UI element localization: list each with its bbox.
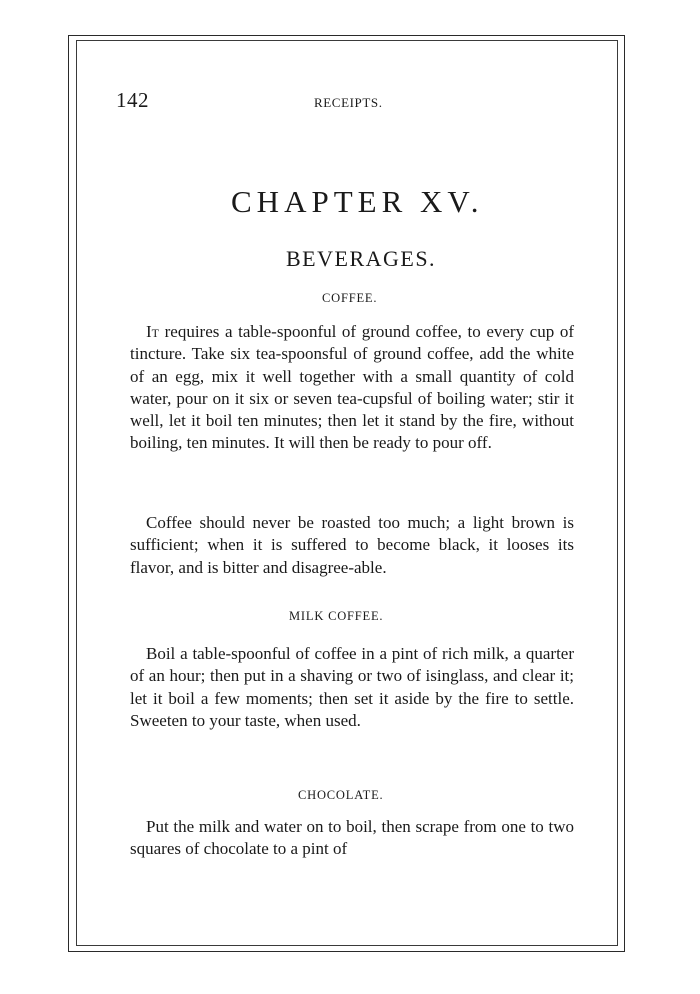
running-title: RECEIPTS. xyxy=(314,95,383,110)
coffee-paragraph-1-lead: It xyxy=(146,322,159,341)
milk-coffee-heading: MILK COFFEE. xyxy=(289,609,384,623)
coffee-paragraph-1-body: requires a table-spoonful of ground coffee, to every cup of tincture. Take six tea-spoonsful of ground coffee, add the white of an egg, mix it well together with a small quantity of cold water, pour on it six or seven tea-cupsful of boiling water; stir it well, let it boil ten minutes; then let it stand by the fire, without boiling, ten minutes. It will then be ready to pour off. xyxy=(130,322,574,453)
book-page xyxy=(116,78,576,859)
coffee-paragraph-2: Coffee should never be roasted too much; a light brown is sufficient; when it is suffered to become black, it looses its flavor, and is bitter and disagree-able. xyxy=(130,513,574,577)
page-border-inner xyxy=(76,40,618,946)
section-title: BEVERAGES. xyxy=(286,246,437,271)
coffee-paragraph-1 xyxy=(130,321,574,455)
milk-coffee-paragraph: Boil a table-spoonful of coffee in a pint of rich milk, a quarter of an hour; then put in a shaving or two of isinglass, and clear it; let it boil a few moments; then set it aside by the fire to settle. Sweeten to your taste, when used. xyxy=(130,644,574,730)
coffee-heading: COFFEE. xyxy=(322,291,378,305)
chocolate-paragraph: Put the milk and water on to boil, then scrape from one to two squares of chocolate to a pint of xyxy=(130,817,574,859)
chapter-title: CHAPTER XV. xyxy=(231,184,484,219)
running-head xyxy=(116,78,576,118)
chocolate-heading: CHOCOLATE. xyxy=(298,788,384,802)
page-number: 142 xyxy=(116,88,149,112)
